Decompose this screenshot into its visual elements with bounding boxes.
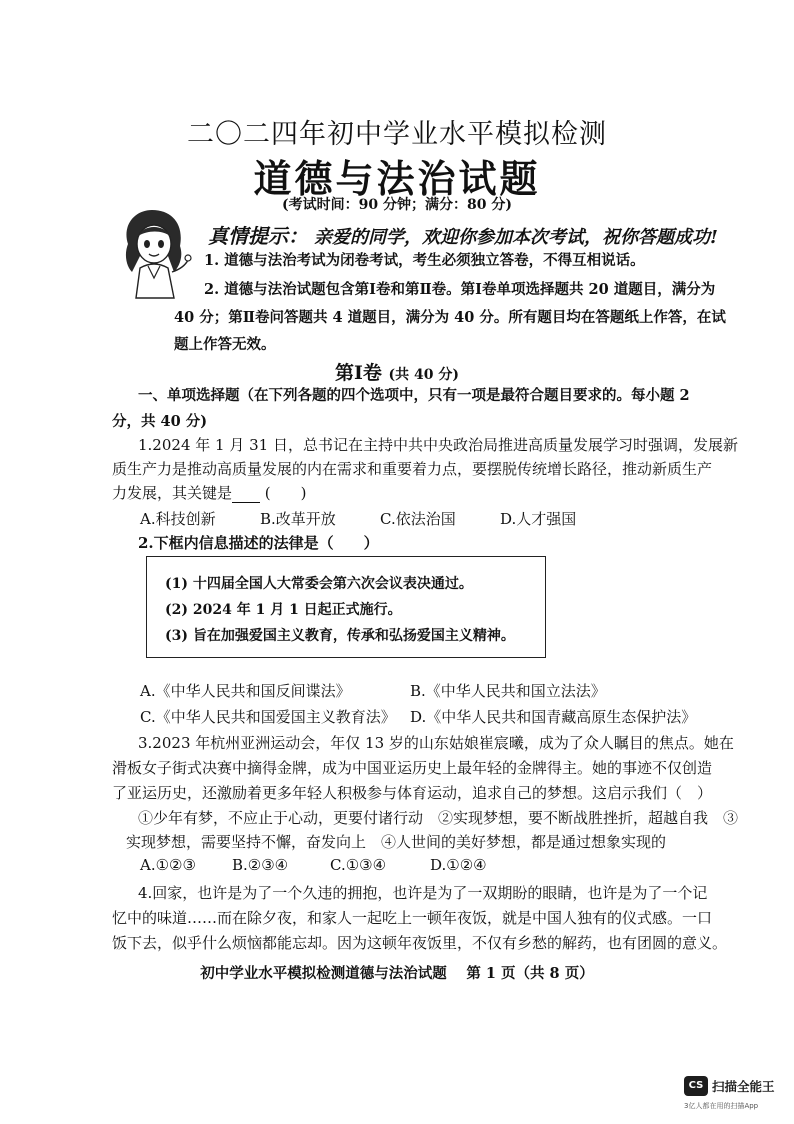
q4-stem-line3: 饭下去，似乎什么烦恼都能忘却。因为这顿年夜饭里，不仅有乡愁的解药，也有团圆的意义。 (112, 934, 728, 952)
q1-option-c[interactable]: C.依法治国 (380, 510, 456, 528)
section-title: 第Ⅰ卷 (335, 362, 382, 384)
section-instructions-line1: 一、单项选择题（在下列各题的四个选项中，只有一项是最符合题目要求的。每小题 2 (138, 387, 690, 404)
cartoon-girl-illustration (118, 206, 192, 300)
tip-item-1: 1. 道德与法治考试为闭卷考试，考生必须独立答卷，不得互相说话。 (204, 252, 645, 269)
q1-stem-line2: 质生产力是推动高质量发展的内在需求和重要着力点，要摆脱传统增长路径，推动新质生产 (112, 460, 713, 478)
q2-option-d[interactable]: D.《中华人民共和国青藏高原生态保护法》 (410, 708, 697, 726)
q1-answer-paren: ( ) (264, 484, 307, 502)
q3-statements-line1: ①少年有梦，不应止于心动，更要付诸行动 ②实现梦想，要不断战胜挫折，超越自我 ③ (138, 809, 739, 827)
page-footer: 初中学业水平模拟检测道德与法治试题 第 1 页（共 8 页） (200, 965, 594, 982)
tip-line (208, 220, 718, 249)
tip-item-2-line3: 题上作答无效。 (174, 336, 276, 353)
q1-option-b[interactable]: B.改革开放 (260, 510, 336, 528)
camscanner-name: 扫描全能王 (712, 1079, 775, 1094)
q1-stem-line3 (112, 482, 307, 503)
section-heading (0, 358, 794, 385)
q2-box-item-2: (2) 2024 年 1 月 1 日起正式施行。 (165, 602, 402, 618)
q1-options (0, 508, 794, 528)
tip-greeting: 亲爱的同学，欢迎你参加本次考试，祝你答题成功! (314, 227, 718, 248)
q2-option-a[interactable]: A.《中华人民共和国反间谍法》 (140, 682, 351, 700)
q2-info-box (146, 556, 546, 658)
exam-info: (考试时间：90 分钟；满分：80 分) (282, 197, 512, 213)
section-score: (共 40 分) (388, 367, 459, 383)
tip-item-2-line2: 40 分；第Ⅱ卷问答题共 4 道题目，满分为 40 分。所有题目均在答题纸上作答，在试 (174, 309, 726, 326)
section-instructions-line2: 分，共 40 分) (112, 413, 208, 430)
exam-title: 二〇二四年初中学业水平模拟检测 (187, 119, 607, 150)
subject-title: 道德与法治试题 (253, 156, 541, 201)
tip-item-2-line1: 2. 道德与法治试题包含第Ⅰ卷和第Ⅱ卷。第Ⅰ卷单项选择题共 20 道题目，满分为 (204, 281, 716, 298)
q3-statements-line2: 实现梦想，需要坚持不懈，奋发向上 ④人世间的美好梦想，都是通过想象实现的 (126, 833, 667, 851)
q4-stem-line1: 4.回家，也许是为了一个久违的拥抱，也许是为了一双期盼的眼睛，也许是为了一个记 (138, 884, 708, 902)
q1-option-d[interactable]: D.人才强国 (500, 510, 577, 528)
q3-option-a[interactable]: A.①②③ (140, 856, 196, 874)
q1-blank (232, 484, 260, 503)
q3-option-b[interactable]: B.②③④ (232, 856, 289, 874)
q2-option-b[interactable]: B.《中华人民共和国立法法》 (410, 682, 606, 700)
q2-stem: 2.下框内信息描述的法律是（ ） (138, 534, 379, 552)
q1-option-a[interactable]: A.科技创新 (140, 510, 216, 528)
q4-stem-line2: 忆中的味道……而在除夕夜，和家人一起吃上一顿年夜饭，就是中国人独有的仪式感。一口 (112, 909, 713, 927)
tip-label: 真情提示： (208, 224, 308, 248)
q3-stem-line3: 了亚运历史，还激励着更多年轻人积极参与体育运动，追求自己的梦想。这启示我们（ ） (112, 784, 713, 802)
q3-option-c[interactable]: C.①③④ (330, 856, 387, 874)
camscanner-tagline: 3亿人都在用的扫描App (684, 1102, 759, 1110)
camscanner-logo-icon: CS (684, 1076, 708, 1096)
q2-box-item-3: (3) 旨在加强爱国主义教育，传承和弘扬爱国主义精神。 (165, 628, 515, 644)
q2-box-item-1: (1) 十四届全国人大常委会第六次会议表决通过。 (165, 576, 473, 592)
q2-options-row2 (0, 706, 794, 726)
q3-option-d[interactable]: D.①②④ (430, 856, 487, 874)
q2-options-row1 (0, 680, 794, 700)
q1-stem-text: 力发展，其关键是 (112, 484, 233, 502)
q3-stem-line1: 3.2023 年杭州亚洲运动会，年仅 13 岁的山东姑娘崔宸曦，成为了众人瞩目的焦点。她在 (138, 734, 734, 752)
q2-option-c[interactable]: C.《中华人民共和国爱国主义教育法》 (140, 708, 396, 726)
q1-stem-line1: 1.2024 年 1 月 31 日，总书记在主持中共中央政治局推进高质量发展学习时强调，发展新 (138, 436, 738, 454)
q3-stem-line2: 滑板女子街式决赛中摘得金牌，成为中国亚运历史上最年轻的金牌得主。她的事迹不仅创造 (112, 759, 713, 777)
q3-options (0, 856, 794, 876)
